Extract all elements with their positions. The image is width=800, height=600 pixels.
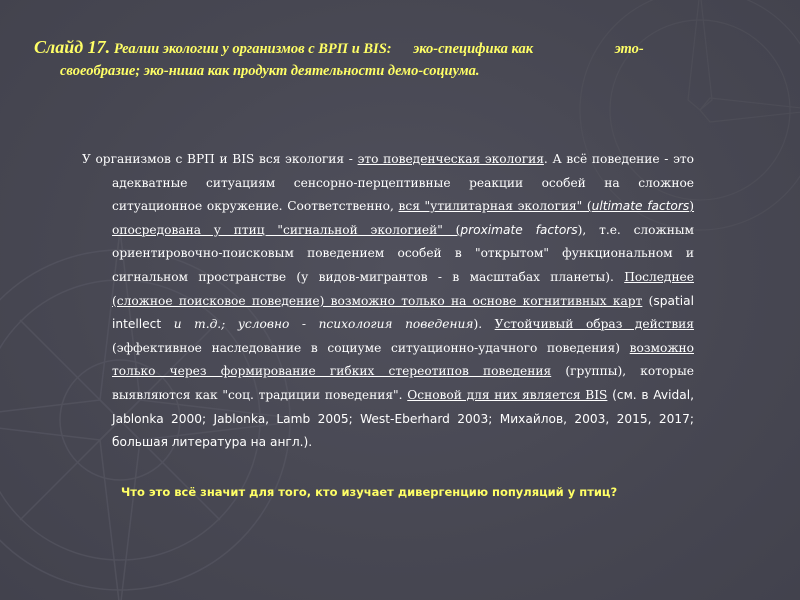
references: (см. в Avidal, Jablonka 2000; Jablonka, Lamb 2005; West-Eberhard 2003; Михайлов, 2003, 2015, 2017; большая литература на англ.).: [112, 387, 694, 450]
slide-number: Слайд 17.: [34, 37, 111, 57]
body-paragraph: [82, 148, 694, 455]
term-spatial-intellect: spatial intellect: [112, 293, 694, 332]
body-segment: . А всё поведение - это адекватные ситуациям сенсорно-перцептивные реакции особей на сложное ситуационное окружение. Соответственно,: [112, 152, 694, 214]
underlined-phrase: ) опосредована у птиц "сигнальной экологией" (: [112, 199, 695, 237]
body-segment: ).: [473, 317, 495, 332]
slide-title-part1: Реалии экологии у организмов с ВРП и BIS:: [113, 41, 392, 57]
term-proximate-factors: proximate factors: [460, 222, 578, 237]
closing-question: Что это всё значит для того, кто изучает дивергенцию популяций у птиц?: [121, 485, 618, 499]
term-ultimate-factors: ultimate factors: [591, 199, 690, 214]
underlined-phrase: это поведенческая экология: [357, 152, 544, 166]
slide-body-text: [82, 148, 694, 455]
slide-title-part3: это-: [614, 41, 644, 57]
slide-title-line1: [34, 36, 774, 60]
underlined-phrase: вся "утилитарная экология" (: [398, 199, 592, 214]
body-segment: (группы), которые выявляются как "соц. традиции поведения".: [112, 364, 694, 402]
slide-title-line2: своеобразие; эко-ниша как продукт деятельности демо-социума.: [60, 63, 480, 79]
underlined-phrase: Основой для них является BIS: [407, 387, 608, 402]
body-segment: (: [642, 293, 654, 308]
slide-title: [34, 36, 774, 82]
body-segment: У организмов с ВРП и BIS вся экология -: [82, 152, 358, 166]
slide-title-part2: эко-специфика как: [413, 41, 534, 57]
body-segment: ), т.е. сложным ориентировочно-поисковым поведением особей в "открытом" функциональном и сигнальном пространстве (у видов-мигрантов - в масштабах планеты).: [112, 222, 694, 284]
body-segment: (эффективное наследование в социуме ситуационно-удачного поведения): [112, 340, 630, 355]
underlined-phrase: Последнее (сложное поисковое поведение) возможно только на основе когнитивных карт: [112, 269, 694, 308]
underlined-phrase: возможно только через формирование гибких стереотипов поведения: [112, 340, 694, 379]
body-segment-italic: и т.д.; условно - психология поведения: [161, 317, 474, 332]
underlined-phrase: Устойчивый образ действия: [494, 317, 694, 332]
